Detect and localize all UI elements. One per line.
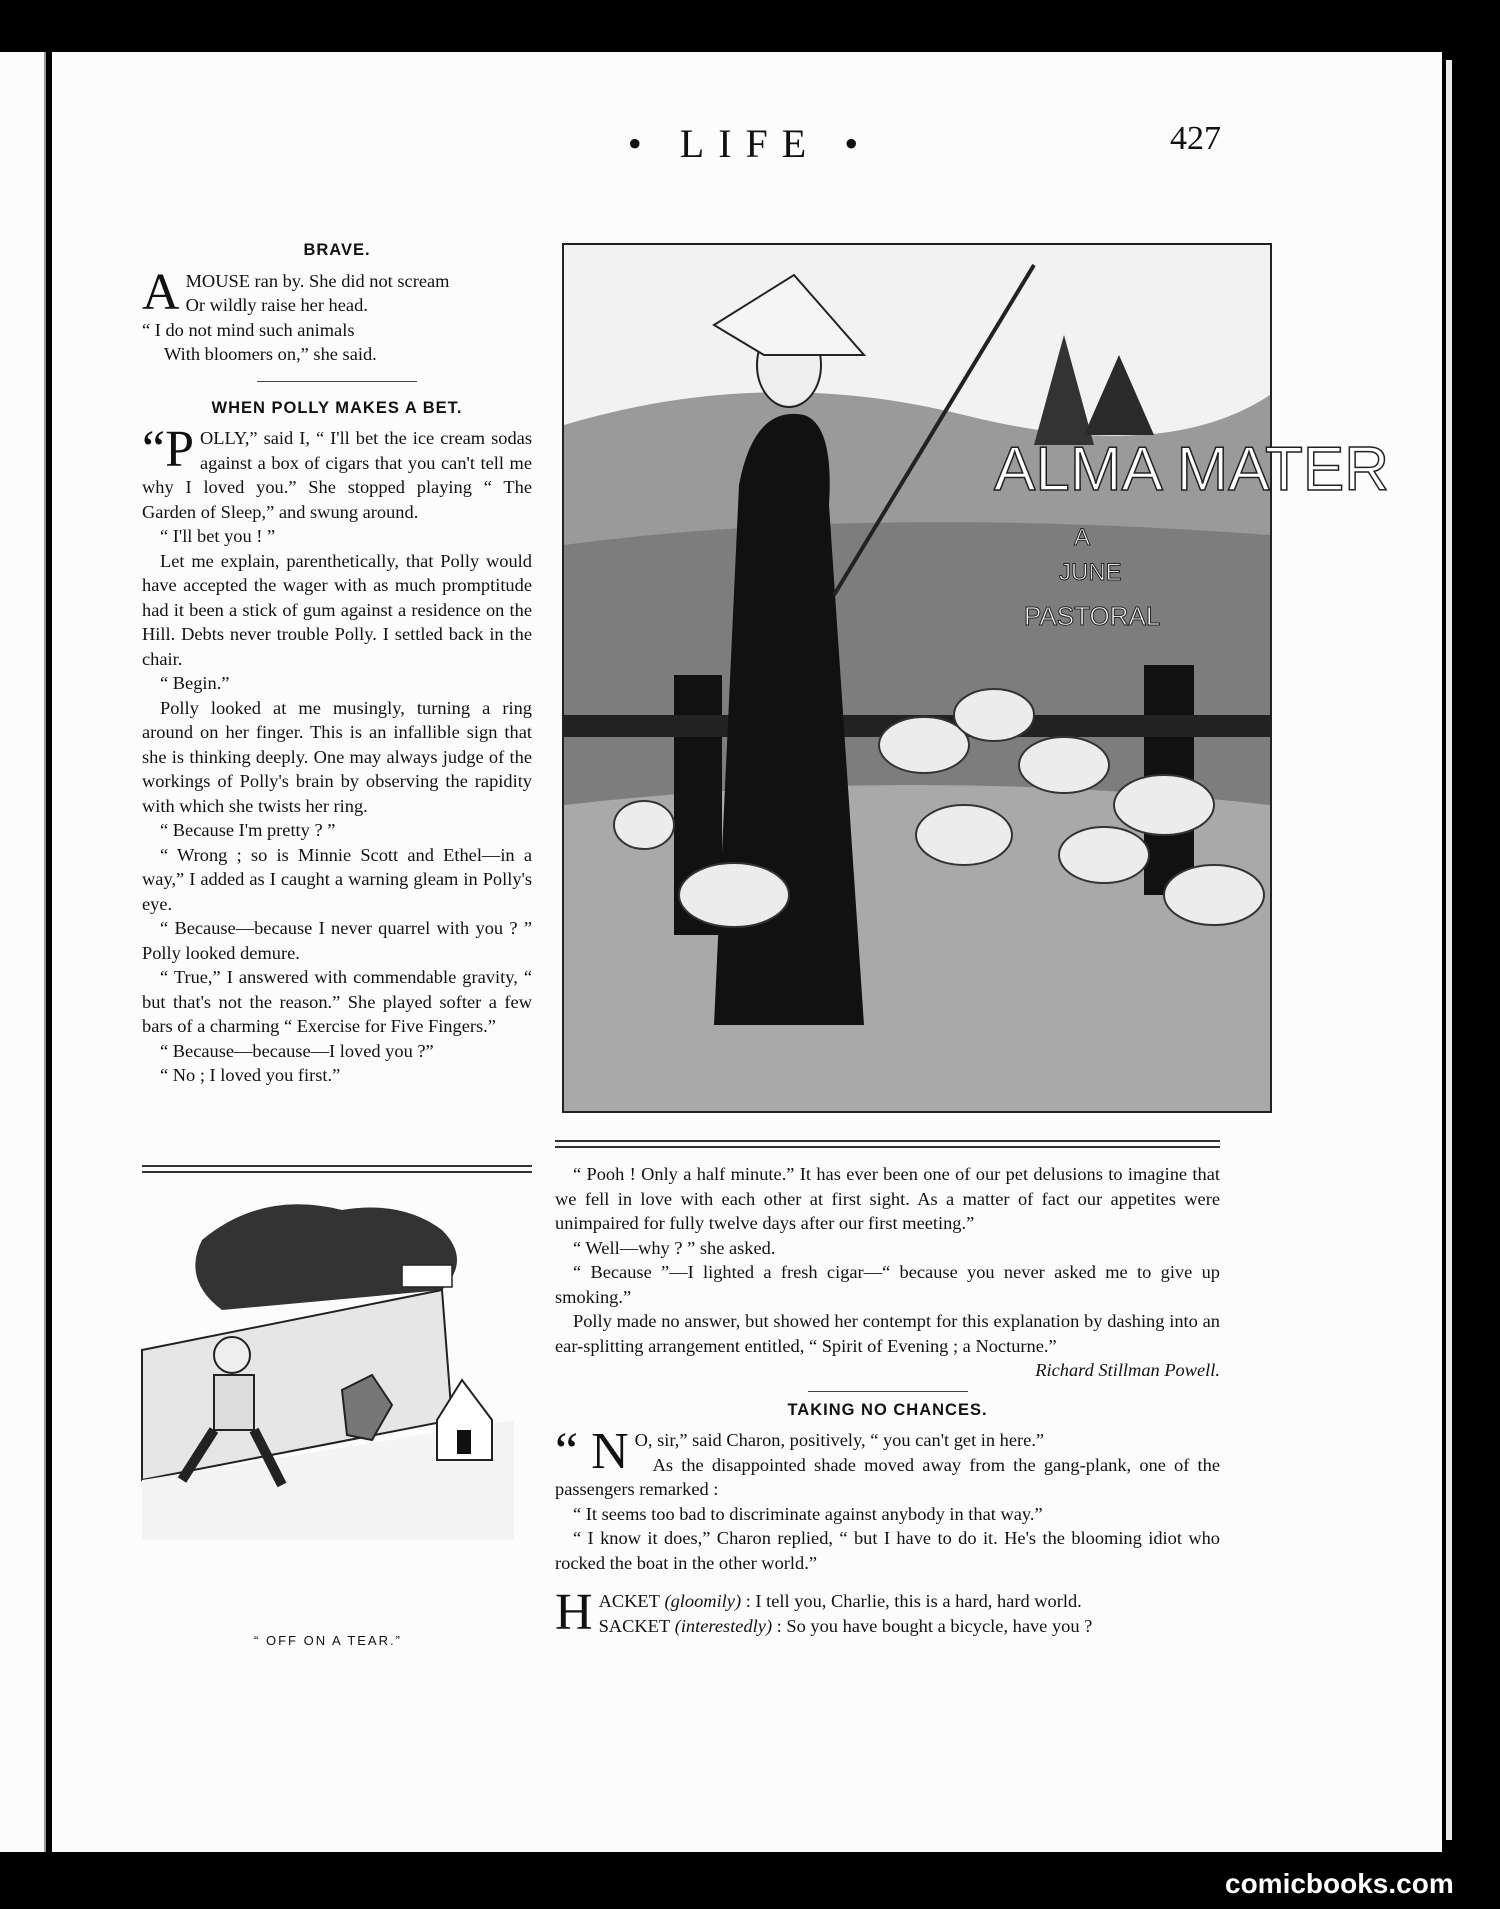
polly-heading: WHEN POLLY MAKES A BET. (211, 398, 463, 417)
poem-line: With bloomers on,” she said. (164, 344, 377, 364)
brave-heading: BRAVE. (303, 241, 371, 259)
speaker-name: ACKET (598, 1591, 660, 1611)
speaker-name: SACKET (598, 1615, 671, 1636)
off-on-a-tear-illustration (142, 1180, 514, 1540)
stage-direction: (gloomily) (664, 1591, 742, 1611)
paragraph: As the disappointed shade moved away from the gang-plank, one of the passengers remarked : (555, 1454, 1220, 1499)
alma-mater-subtitle: A (1074, 524, 1091, 551)
paragraph: “ I'll bet you ! ” (160, 526, 276, 546)
right-column (555, 1162, 1220, 1641)
paragraph: “ Because ”—I lighted a fresh cigar—“ because you never asked me to give up smoking.” (555, 1262, 1220, 1307)
brave-poem (142, 263, 532, 367)
previous-page-edge (0, 52, 46, 1852)
paragraph: “ Pooh ! Only a half minute.” It has ever been one of our pet delusions to imagine that we fell in love with each other at first sight. As a matter of fact our appetites were unimpaired for fully twelve days after our first meeting.” (555, 1164, 1220, 1233)
chances-dropcap: “ N (555, 1423, 629, 1480)
paragraph: “ No ; I loved you first.” (160, 1065, 341, 1085)
paragraph: Let me explain, parenthetically, that Polly would have accepted the wager with as much promptitude had it been a stick of gum against a residence on the Hill. Debts never trouble Polly. I settled back in the chair. (142, 550, 532, 669)
paragraph: “ Begin.” (160, 673, 230, 693)
polly-first-paragraph: “POLLY,” said I, “ I'll bet the ice cream sodas against a box of cigars that you can't tell me why I loved you.” She stopped playing “ The Garden of Sleep,” and swung around. (142, 421, 532, 522)
stage-direction: (interestedly) (674, 1615, 773, 1636)
paragraph: “ Because—because I never quarrel with you ? ” Polly looked demure. (142, 918, 532, 963)
dialogue-line: : I tell you, Charlie, this is a hard, hard world. (745, 1591, 1082, 1611)
chances-first-paragraph: “ N O, sir,” said Charon, positively, “ you can't get in here.” (555, 1423, 1045, 1480)
poem-line: Or wildly raise her head. (185, 295, 368, 315)
paragraph: “ I know it does,” Charon replied, “ but I have to do it. He's the blooming idiot who rocked the boat in the other world.” (555, 1528, 1220, 1573)
paragraph: “ Wrong ; so is Minnie Scott and Ethel—in a way,” I added as I caught a warning gleam in Polly's eye. (142, 844, 532, 914)
page-edge-shadow (1446, 60, 1452, 1840)
alma-mater-subtitle: PASTORAL (1024, 601, 1161, 631)
author-signature: Richard Stillman Powell. (1035, 1360, 1220, 1380)
magazine-title: • LIFE • (627, 121, 873, 166)
section-divider (257, 381, 417, 382)
site-watermark: comicbooks.com (1225, 1868, 1454, 1899)
paragraph: “ It seems too bad to discriminate against anybody in that way.” (573, 1503, 1043, 1524)
double-rule-right (555, 1140, 1220, 1148)
left-column (142, 238, 532, 1088)
dialogue-line: : So you have bought a bicycle, have you ? (776, 1615, 1093, 1636)
off-on-a-tear-drawing (142, 1180, 514, 1540)
poem-line: MOUSE ran by. She did not scream (185, 270, 450, 291)
polly-dropcap: “P (142, 421, 194, 478)
hacket-dialogue (555, 1584, 1220, 1641)
alma-mater-subtitle: JUNE (1059, 559, 1122, 586)
paragraph: “ Well—why ? ” she asked. (573, 1237, 776, 1258)
chances-heading: TAKING NO CHANCES. (787, 1400, 988, 1419)
illustration-caption: “ OFF ON A TEAR.” (254, 1633, 402, 1648)
paragraph: “ Because I'm pretty ? ” (160, 820, 336, 840)
page-number: 427 (1170, 120, 1221, 157)
paragraph: Polly made no answer, but showed her contempt for this explanation by dashing into an ear-splitting arrangement entitled, “ Spirit of Evening ; a Nocturne.” (555, 1311, 1220, 1356)
paragraph: Polly looked at me musingly, turning a ring around on her finger. This is an infallible sign that she is thinking deeply. One may always judge of the workings of Polly's brain by observing the rapidity with which she twists her ring. (142, 697, 532, 816)
alma-mater-title: ALMA MATER (994, 435, 1390, 504)
double-rule-left (142, 1165, 532, 1173)
brave-dropcap: A (142, 263, 180, 321)
section-divider (808, 1391, 968, 1392)
alma-mater-drawing (564, 245, 1390, 1111)
paragraph: “ Because—because—I loved you ?” (160, 1040, 434, 1061)
hacket-dropcap: H (555, 1584, 593, 1641)
alma-mater-illustration (562, 243, 1390, 1113)
poem-line: “ I do not mind such animals (142, 319, 355, 340)
paragraph: “ True,” I answered with commendable gravity, “ but that's not the reason.” She played softer a few bars of a charming “ Exercise for Five Fingers.” (142, 967, 532, 1036)
